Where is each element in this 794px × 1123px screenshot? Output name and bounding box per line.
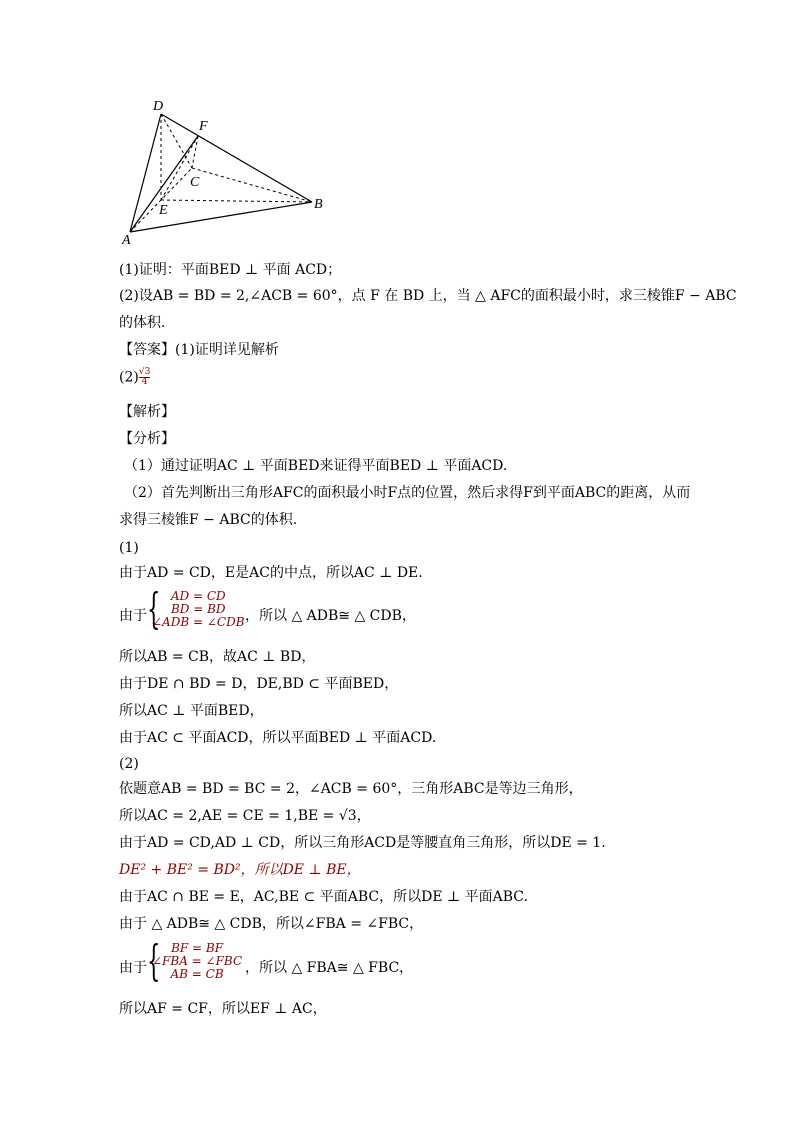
system-eq-1: BF = BF bbox=[171, 941, 224, 955]
edge-DA bbox=[130, 114, 161, 232]
label-D: D bbox=[153, 99, 164, 114]
solution2-line-7: 所以AF = CF，所以EF ⊥ AC， bbox=[119, 1001, 327, 1017]
analysis-step-2-cont: 求得三棱锥F − ABC的体积. bbox=[119, 512, 298, 528]
solution1-line-5: 由于AC ⊂ 平面ACD，所以平面BED ⊥ 平面ACD. bbox=[119, 730, 437, 746]
label-E: E bbox=[159, 203, 168, 218]
answer-2-prefix: (2) bbox=[119, 369, 139, 386]
edge-DC bbox=[161, 114, 192, 168]
fenxi-tag: 【分析】 bbox=[119, 431, 175, 447]
label-A: A bbox=[122, 233, 131, 248]
answer-2-numerator: √3 bbox=[138, 367, 151, 377]
solution2-line-5: 由于AC ∩ BE = E，AC,BE ⊂ 平面ABC，所以DE ⊥ 平面ABC. bbox=[119, 889, 528, 905]
answer-line-2 bbox=[119, 368, 150, 387]
system-eq-2: ∠FBA = ∠FBC bbox=[152, 954, 243, 968]
tetrahedron-diagram bbox=[115, 96, 335, 246]
analysis-tag: 【解析】 bbox=[119, 404, 175, 420]
system-eq-1: AD = CD bbox=[170, 589, 226, 603]
system-eq-2: BD = BD bbox=[170, 602, 226, 616]
analysis-step-2: （2）首先判断出三角形AFC的面积最小时F点的位置，然后求得F到平面ABC的距离，从而 bbox=[124, 485, 691, 501]
question-part2: (2)设AB = BD = 2,∠ACB = 60°，点 F 在 BD 上，当 △ AFC的面积最小时，求三棱锥F − ABC bbox=[119, 288, 737, 304]
solution2-line-3: 由于AD = CD,AD ⊥ CD，所以三角形ACD是等腰直角三角形，所以DE = 1. bbox=[119, 835, 606, 851]
solution2-line-4: DE² + BE² = BD²，所以DE ⊥ BE， bbox=[119, 862, 361, 878]
solution1-line-4: 所以AC ⊥ 平面BED， bbox=[119, 703, 264, 719]
answer-1: (1)证明详见解析 bbox=[175, 342, 279, 358]
solution2-line-2: 所以AC = 2,AE = CE = 1,BE = √3， bbox=[119, 808, 371, 824]
geometry-figure bbox=[115, 96, 335, 246]
label-C: C bbox=[190, 175, 200, 190]
solution1-system bbox=[152, 590, 245, 629]
edge-AB bbox=[130, 202, 312, 232]
solution2-system bbox=[152, 942, 242, 981]
solution1-line-2: 所以AB = CB，故AC ⊥ BD， bbox=[119, 649, 316, 665]
solution2-sys-prefix: 由于 bbox=[119, 960, 147, 976]
system-eq-3: ∠ADB = ∠CDB bbox=[152, 615, 245, 629]
solution1-sys-suffix: ，所以 △ ADB≅ △ CDB， bbox=[245, 608, 416, 624]
answer-2-fraction bbox=[139, 368, 150, 387]
answer-line-1 bbox=[119, 341, 279, 359]
solution1-line-1: 由于AD = CD，E是AC的中点，所以AC ⊥ DE. bbox=[119, 565, 423, 581]
edge-EB bbox=[161, 200, 312, 202]
label-B: B bbox=[314, 197, 323, 212]
analysis-step-1: （1）通过证明AC ⊥ 平面BED来证得平面BED ⊥ 平面ACD. bbox=[124, 458, 508, 474]
solution2-line-1: 依题意AB = BD = BC = 2，∠ACB = 60°，三角形ABC是等边三角形， bbox=[119, 781, 583, 797]
question-part2-cont: 的体积． bbox=[119, 315, 175, 331]
edge-CB bbox=[192, 168, 312, 202]
system-eq-3: AB = CB bbox=[170, 967, 224, 981]
solution1-sys-prefix: 由于 bbox=[119, 608, 147, 624]
answer-tag: 【答案】 bbox=[119, 342, 175, 358]
solution2-line-6: 由于 △ ADB≅ △ CDB，所以∠FBA = ∠FBC， bbox=[119, 916, 424, 932]
solution1-brace: { bbox=[147, 584, 161, 633]
solution2-head: (2) bbox=[119, 756, 139, 772]
solution2-sys-suffix: ，所以 △ FBA≅ △ FBC， bbox=[245, 960, 414, 976]
label-F: F bbox=[199, 119, 208, 134]
answer-2-denominator: 4 bbox=[141, 377, 148, 387]
solution2-brace: { bbox=[147, 936, 161, 985]
solution1-line-3: 由于DE ∩ BD = D，DE,BD ⊂ 平面BED， bbox=[119, 676, 399, 692]
solution1-head: (1) bbox=[119, 540, 139, 556]
edge-DB bbox=[161, 114, 312, 202]
question-part1: (1)证明：平面BED ⊥ 平面 ACD； bbox=[119, 262, 342, 278]
